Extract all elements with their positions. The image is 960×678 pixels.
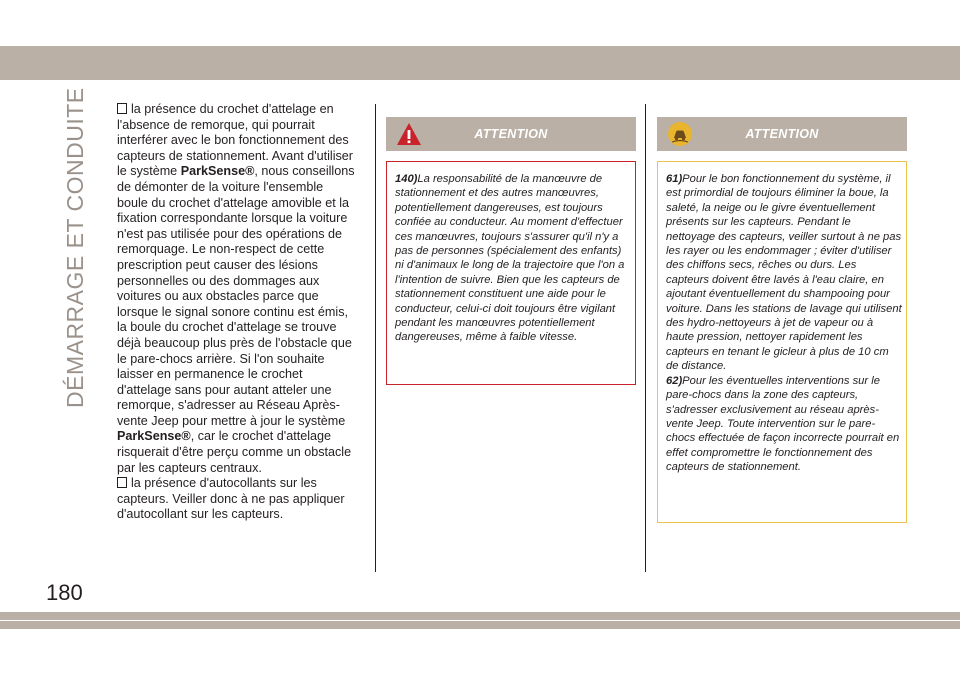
warning-box-red — [386, 161, 636, 385]
warning-text: La responsabilité de la manœuvre de stationnement et des autres manœuvres, potentiellement dangereuses, est toujours confiée au conducteur. Au moment d'effectuer ces manœuvres, toujours s'assurer qu'il n'y a pas de personnes (spécialement des enfants) ni d'animaux le long de la trajectoire que l'on a l'intention de suivre. Bien que les capteurs de stationnement constituent une aide pour le conducteur, celui-ci doit toujours être vigilant pendant les manœuvres potentiellement dangereuses, même à faible vitesse. — [395, 173, 625, 344]
column-divider — [375, 104, 376, 572]
left-column — [117, 102, 357, 523]
note-number: 61) — [666, 173, 683, 185]
top-margin — [0, 0, 960, 36]
bottom-margin — [0, 629, 960, 678]
brand-name: ParkSense® — [180, 164, 255, 179]
brand-name: ParkSense® — [117, 429, 191, 444]
bullet1-text-end: , car le crochet d'attelage risquerait d'être perçu comme un obstacle par les capteurs centraux. — [117, 429, 352, 475]
bullet2-text: la présence d'autocollants sur les capteurs. Veiller donc à ne pas appliquer d'autocollant sur les capteurs. — [117, 476, 345, 522]
checkbox-bullet-icon — [117, 477, 127, 488]
bullet1-text: la présence du crochet d'attelage en l'absence de remorque, qui pourrait interférer avec le bon fonctionnement des capteurs de stationnement. Avant d'utiliser le système — [117, 102, 353, 179]
warning-title: ATTENTION — [474, 127, 548, 141]
warning-banner — [657, 117, 907, 151]
bullet1-text-cont: , nous conseillons de démonter de la voiture l'ensemble boule du crochet d'attelage amovible et la fixation correspondante lorsque la voiture n'est pas utilisée pour des opérations de remorquage. Le non-respect de cette prescription peut causer des lésions personnelles ou des dommages aux voitures ou aux obstacles parce que lorsque le signal sonore continu est émis, la boule du crochet d'attelage se trouve déjà beaucoup plus près de l'obstacle que le pare-chocs arrière. Si l'on souhaite laisser en permanence le crochet d'attelage sans pour autant atteler une remorque, s'adresser au Réseau Après-vente Jeep pour mettre à jour le système — [117, 164, 355, 428]
section-title: DÉMARRAGE ET CONDUITE — [62, 87, 88, 408]
list-item — [117, 476, 357, 523]
note-number: 140) — [395, 173, 418, 185]
checkbox-bullet-icon — [117, 103, 127, 114]
warning-text: Pour le bon fonctionnement du système, il est primordial de toujours éliminer la boue, la saleté, la neige ou le givre éventuellement présents sur les capteurs. Pendant le nettoyage des capteurs, veiller surtout à ne pas les rayer ou les endommager ; éviter d'utiliser des chiffons secs, rêches ou durs. Les capteurs doivent être lavés à l'eau claire, en ajoutant éventuellement du shampooing pour voiture. Dans les stations de lavage qui utilisent des hydro-nettoyeurs à jet de vapeur ou à haute pression, nettoyer rapidement les capteurs en tenant le gicleur à plus de 10 cm de distance. — [666, 173, 902, 373]
column-divider — [645, 104, 646, 572]
warning-title: ATTENTION — [745, 127, 819, 141]
warning-banner — [386, 117, 636, 151]
footer-band — [0, 612, 960, 620]
warning-text: Pour les éventuelles interventions sur le pare-chocs dans la zone des capteurs, s'adresser exclusivement au réseau après-vente Jeep. Toute intervention sur le pare-chocs effectuée de façon incorrecte pourrait en effet compromettre le fonctionnement des capteurs de stationnement. — [666, 374, 900, 474]
page-number: 180 — [46, 580, 83, 605]
warning-box-yellow — [657, 161, 907, 523]
list-item — [117, 102, 357, 476]
note-number: 62) — [666, 374, 683, 387]
header-band — [0, 46, 960, 80]
footer-band — [0, 621, 960, 629]
